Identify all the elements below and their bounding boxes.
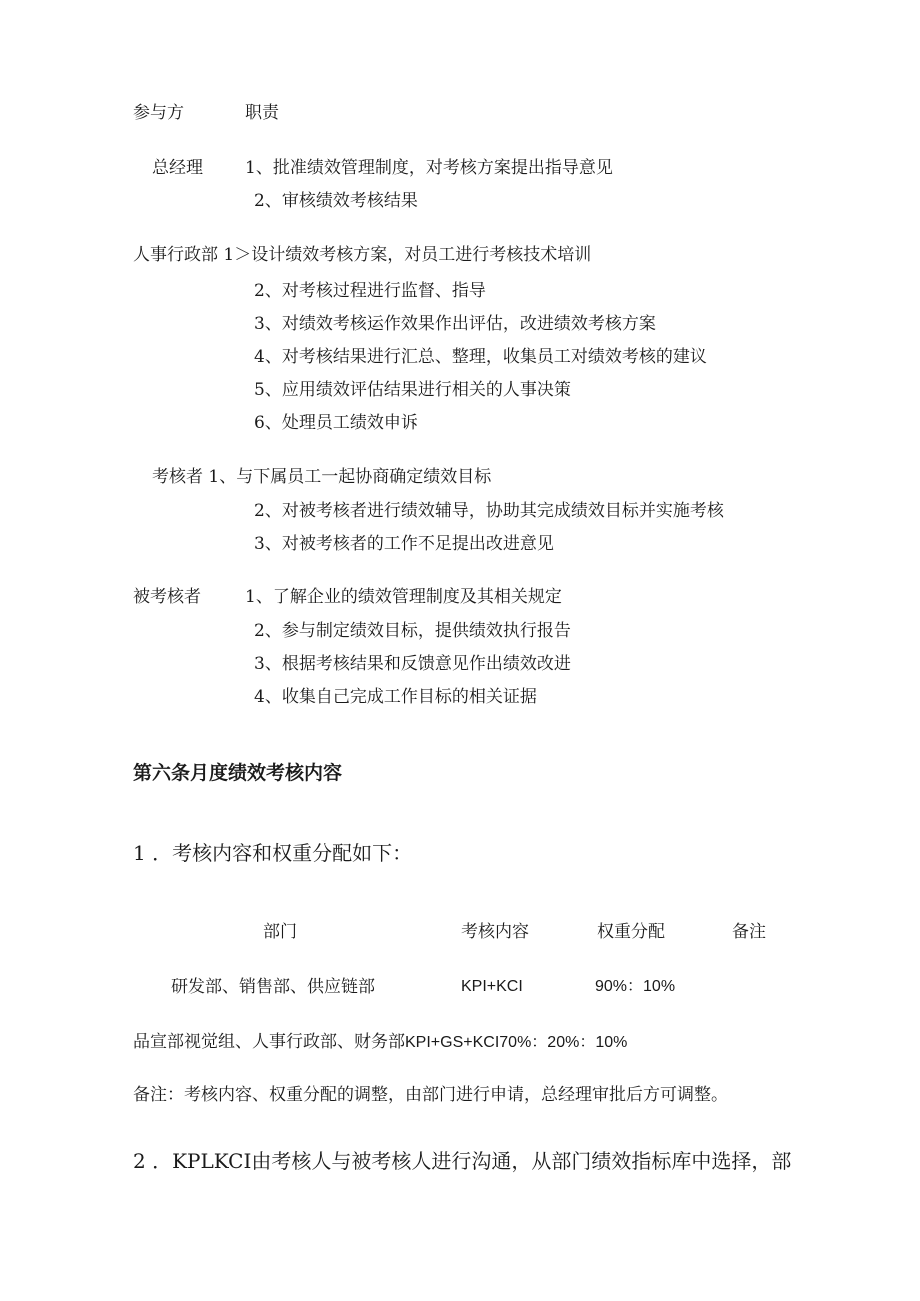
table-row2-dept: 品宣部视觉组、人事行政部、财务部 xyxy=(133,1032,405,1052)
role-assessee: 被考核者 xyxy=(133,587,201,607)
role-hr-admin: 人事行政部 1＞设计绩效考核方案，对员工进行考核技术培训 xyxy=(133,245,592,265)
table-header-content: 考核内容 xyxy=(461,922,529,942)
duty-item: 4、收集自己完成工作目标的相关证据 xyxy=(254,687,537,707)
header-participant: 参与方 xyxy=(133,103,184,123)
item-2-number: 2 ．KPLKCI xyxy=(133,1149,252,1173)
duty-item: 2、审核绩效考核结果 xyxy=(254,191,418,211)
table-header-dept: 部门 xyxy=(263,922,297,942)
table-row2-values: KPI+GS+KCI70%：20%：10% xyxy=(405,1034,628,1051)
role-general-manager: 总经理 xyxy=(152,158,203,178)
duty-item: 3、根据考核结果和反馈意见作出绩效改进 xyxy=(254,654,571,674)
duty-item: 4、对考核结果进行汇总、整理，收集员工对绩效考核的建议 xyxy=(254,347,707,367)
duty-item: 2、对被考核者进行绩效辅导，协助其完成绩效目标并实施考核 xyxy=(254,501,724,521)
table-row2 xyxy=(133,1031,627,1054)
section-title: 第六条月度绩效考核内容 xyxy=(133,762,343,784)
duty-item: 1、批准绩效管理制度，对考核方案提出指导意见 xyxy=(245,158,613,178)
item-2 xyxy=(133,1148,791,1174)
table-header-weight: 权重分配 xyxy=(597,922,665,942)
item-1-number: 1 ． xyxy=(133,841,173,865)
table-row1-weight: 90%：10% xyxy=(595,978,676,995)
table-row1-content: KPI+KCI xyxy=(461,978,523,995)
header-duty: 职责 xyxy=(245,103,279,123)
note-text: 备注：考核内容、权重分配的调整，由部门进行申请，总经理审批后方可调整。 xyxy=(133,1085,728,1105)
role-assessor: 考核者 1、与下属员工一起协商确定绩效目标 xyxy=(152,467,492,487)
duty-item: 1、了解企业的绩效管理制度及其相关规定 xyxy=(245,587,562,607)
item-1-text: 考核内容和权重分配如下： xyxy=(172,841,413,865)
duty-item: 2、对考核过程进行监督、指导 xyxy=(254,281,486,301)
item-1 xyxy=(133,840,412,866)
table-header-note: 备注 xyxy=(732,922,766,942)
duty-item: 2、参与制定绩效目标，提供绩效执行报告 xyxy=(254,621,571,641)
duty-item: 5、应用绩效评估结果进行相关的人事决策 xyxy=(254,380,571,400)
item-2-text: 由考核人与被考核人进行沟通，从部门绩效指标库中选择，部 xyxy=(251,1149,792,1173)
duty-item: 3、对被考核者的工作不足提出改进意见 xyxy=(254,534,554,554)
table-row1-dept: 研发部、销售部、供应链部 xyxy=(171,977,375,997)
duty-item: 6、处理员工绩效申诉 xyxy=(254,413,418,433)
duty-item: 3、对绩效考核运作效果作出评估，改进绩效考核方案 xyxy=(254,314,656,334)
